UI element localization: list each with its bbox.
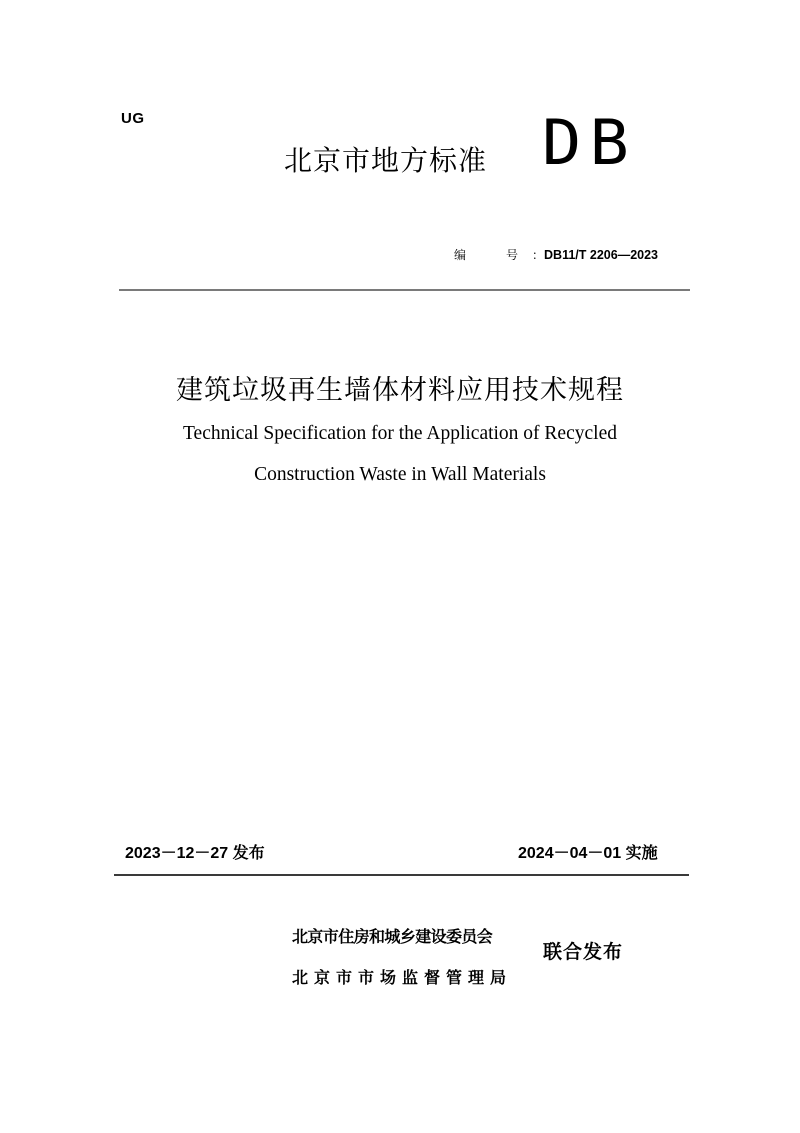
db-standard-mark: DB <box>542 106 638 179</box>
implement-label: 实施 <box>625 843 658 862</box>
issuing-authority-1: 北京市住房和城乡建设委员会 <box>292 927 493 946</box>
standard-code-row <box>454 246 658 264</box>
issuing-authority-2: 北京市市场监督管理局 <box>292 968 513 987</box>
publish-date-row <box>125 842 265 865</box>
standard-type-title: 北京市地方标准 <box>284 144 488 177</box>
publish-label: 发布 <box>232 843 265 862</box>
document-title-english-line1: Technical Specification for the Application of Recycled <box>183 423 617 444</box>
document-title-chinese: 建筑垃圾再生墙体材料应用技术规程 <box>176 375 624 406</box>
footer-divider <box>114 874 689 876</box>
classification-code: UG <box>121 110 145 127</box>
joint-issue-label: 联合发布 <box>543 941 624 963</box>
standard-code-value: DB11/T 2206—2023 <box>544 248 658 262</box>
standard-code-colon: ： <box>532 248 545 262</box>
publish-date: 2023－12－27 <box>125 845 229 862</box>
standard-code-label: 编 号 <box>454 248 533 262</box>
document-title-english-line2: Construction Waste in Wall Materials <box>254 464 546 485</box>
implement-date-row <box>518 842 658 865</box>
header-divider <box>119 289 690 291</box>
implement-date: 2024－04－01 <box>518 845 622 862</box>
